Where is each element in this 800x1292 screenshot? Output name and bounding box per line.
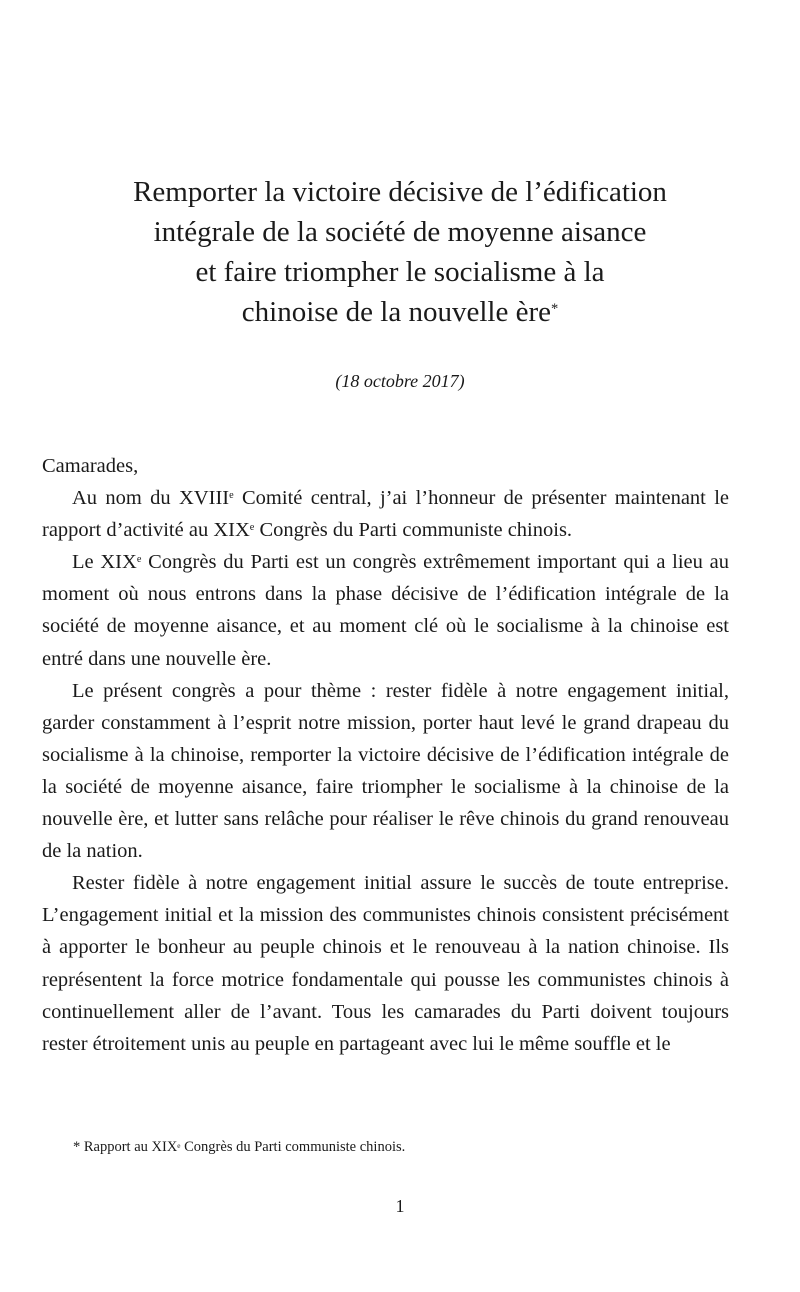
paragraph-3: Le présent congrès a pour thème : rester fidèle à notre engagement initial, garder constamment à l’esprit notre mission, porter haut levé le grand drapeau du socialisme à la chinoise, remporter la victoire décisive de l’édification intégrale de la société de moyenne aisance, faire triompher le socialisme à la chinoise de la nouvelle ère, et lutter sans relâche pour réaliser le rêve chinois du grand renouveau de la nation. <box>42 679 729 863</box>
paragraph-2 <box>42 546 729 674</box>
footnote <box>73 1137 405 1157</box>
paragraph-2-part-a: Le XIX <box>72 551 137 574</box>
paragraph-2-part-b: Congrès du Parti est un congrès extrêmement important qui a lieu au moment où nous entrons dans la phase décisive de l’édification intégrale de la société de moyenne aisance, et au moment clé où le socialisme à la chinoise est entré dans une nouvelle ère. <box>42 551 729 670</box>
salutation: Camarades, <box>42 455 139 477</box>
ordinal-superscript: e <box>177 1141 181 1150</box>
paragraph-1-part-a: Au nom du XVIII <box>72 487 230 510</box>
title-line-4 <box>60 292 740 332</box>
footnote-part-a: * Rapport au XIX <box>73 1139 178 1155</box>
title-line-3: et faire triompher le socialisme à la <box>195 256 605 288</box>
paragraph-1-part-c: Congrès du Parti communiste chinois. <box>254 519 573 542</box>
footnote-part-b: Congrès du Parti communiste chinois. <box>180 1139 406 1155</box>
speech-date: (18 octobre 2017) <box>335 371 465 391</box>
title-line-1: Remporter la victoire décisive de l’édification <box>133 176 667 208</box>
paragraph-1 <box>42 482 729 546</box>
title-line-4-text: chinoise de la nouvelle ère <box>241 296 551 328</box>
paragraph-1-part-b: Comité central, j’ai l’honneur de présenter maintenant le rapport d’activité au XIX <box>42 487 729 542</box>
ordinal-superscript: e <box>249 522 255 534</box>
ordinal-superscript: e <box>229 490 234 502</box>
ordinal-superscript: e <box>136 554 142 566</box>
title-footnote-marker: * <box>550 301 559 318</box>
body-text <box>42 450 729 1060</box>
page-number: 1 <box>395 1196 405 1216</box>
paragraph-4: Rester fidèle à notre engagement initial assure le succès de toute entreprise. L’engagement initial et la mission des communistes chinois consistent précisément à apporter le bonheur au peuple chinois et le renouveau à la nation chinoise. Ils représentent la force motrice fondamentale qui pousse les communistes chinois à continuellement aller de l’avant. Tous les camarades du Parti doivent toujours rester étroitement unis au peuple en partageant avec lui le même souffle et le <box>42 872 729 1055</box>
title-line-2: intégrale de la société de moyenne aisance <box>153 216 647 248</box>
page-title <box>60 172 740 332</box>
